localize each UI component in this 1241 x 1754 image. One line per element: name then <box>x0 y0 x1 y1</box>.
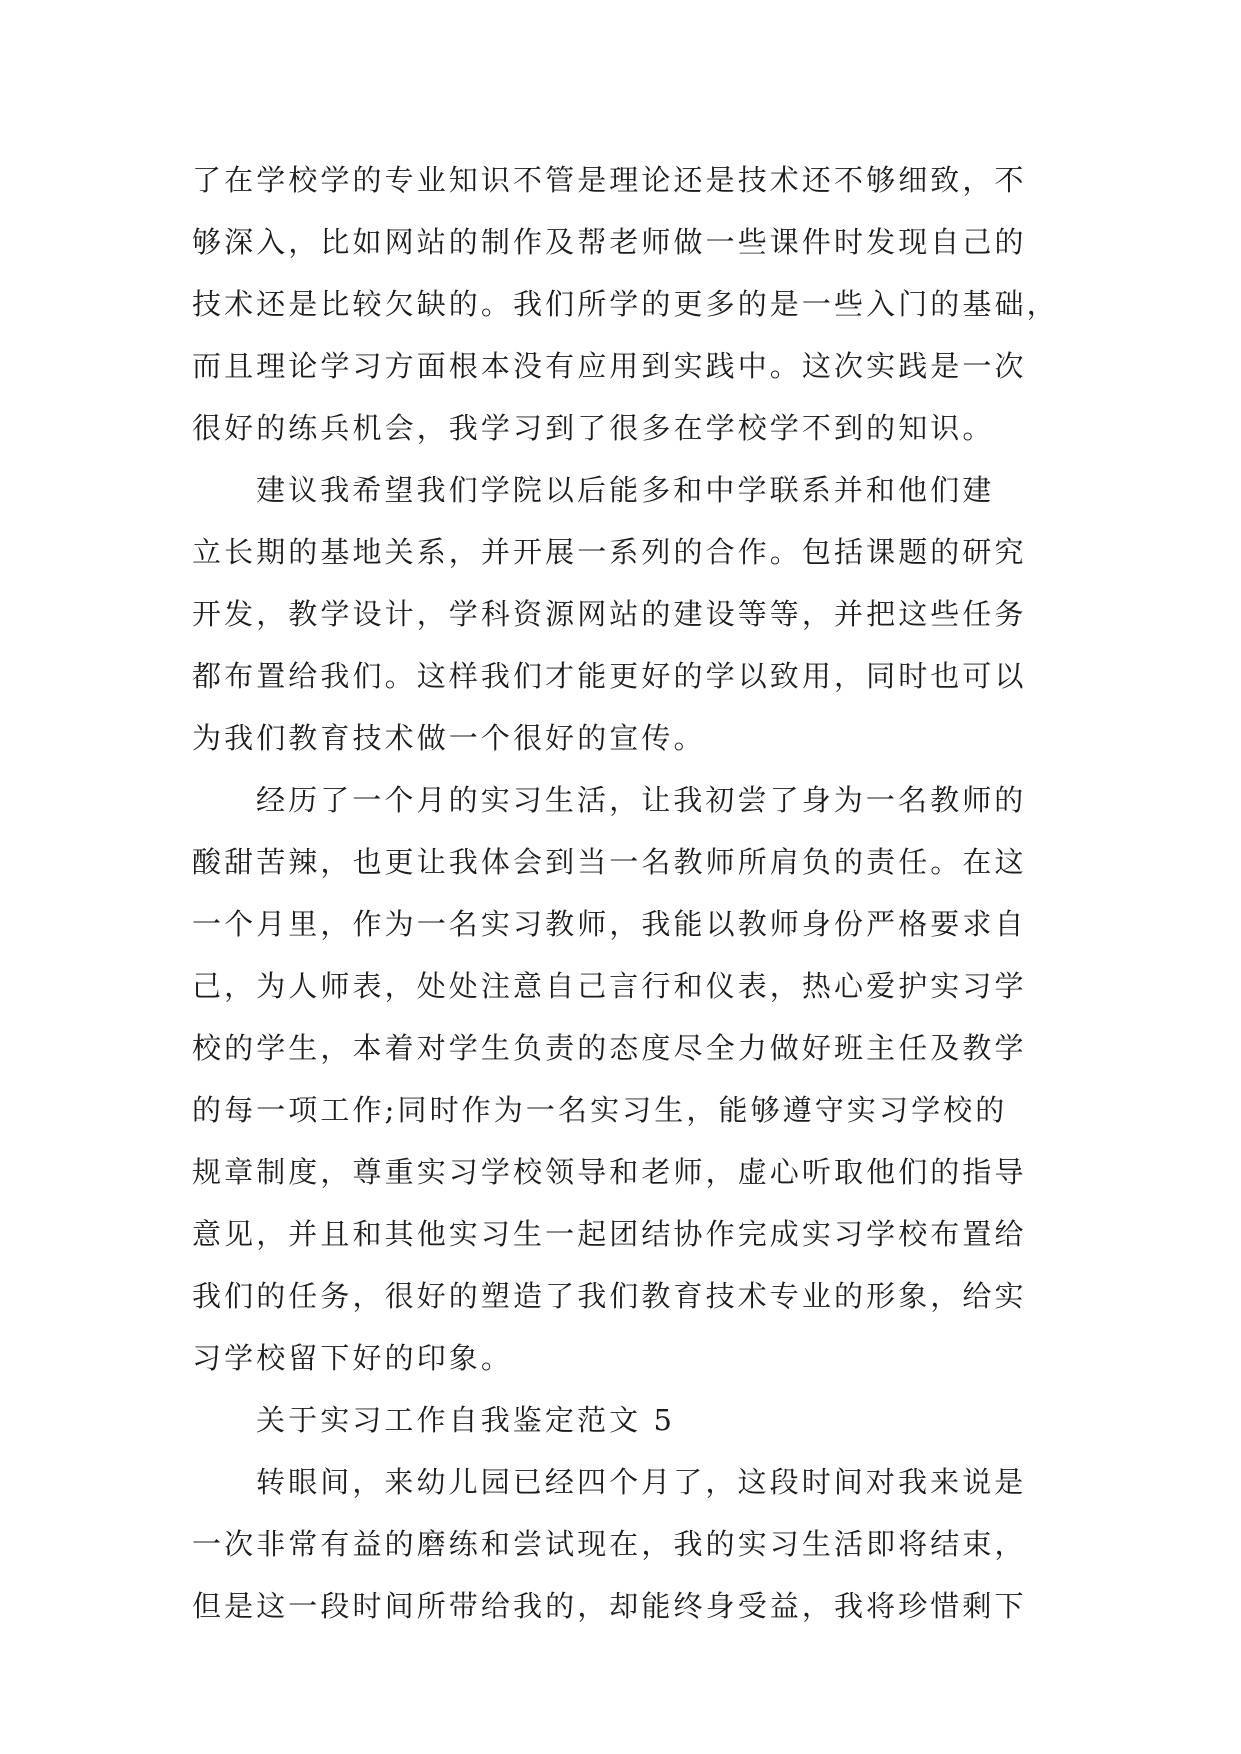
text-line: 校的学生，本着对学生负责的态度尽全力做好班主任及教学 <box>192 1031 1027 1065</box>
section-heading: 关于实习工作自我鉴定范文 5 <box>256 1403 676 1437</box>
paragraph-first-line: 经历了一个月的实习生活，让我初尝了身为一名教师的 <box>256 783 1027 817</box>
text-line: 了在学校学的专业知识不管是理论还是技术还不够细致，不 <box>192 163 1027 197</box>
text-line: 但是这一段时间所带给我的，却能终身受益，我将珍惜剩下 <box>192 1589 1027 1623</box>
text-line: 酸甜苦辣，也更让我体会到当一名教师所肩负的责任。在这 <box>192 845 1027 879</box>
text-line: 规章制度，尊重实习学校领导和老师，虚心听取他们的指导 <box>192 1155 1027 1189</box>
text-line: 而且理论学习方面根本没有应用到实践中。这次实践是一次 <box>192 349 1027 383</box>
text-line: 一个月里，作为一名实习教师，我能以教师身份严格要求自 <box>192 907 1027 941</box>
text-line: 技术还是比较欠缺的。我们所学的更多的是一些入门的基础， <box>192 287 1059 321</box>
text-line: 为我们教育技术做一个很好的宣传。 <box>192 721 706 755</box>
text-line: 立长期的基地关系，并开展一系列的合作。包括课题的研究 <box>192 535 1027 569</box>
paragraph-first-line: 建议我希望我们学院以后能多和中学联系并和他们建 <box>256 473 995 507</box>
text-line: 很好的练兵机会，我学习到了很多在学校学不到的知识。 <box>192 411 995 445</box>
text-line: 的每一项工作;同时作为一名实习生，能够遵守实习学校的 <box>192 1093 1008 1127</box>
text-line: 己，为人师表，处处注意自己言行和仪表，热心爱护实习学 <box>192 969 1027 1003</box>
text-line: 都布置给我们。这样我们才能更好的学以致用，同时也可以 <box>192 659 1027 693</box>
paragraph-first-line: 转眼间，来幼儿园已经四个月了，这段时间对我来说是 <box>256 1465 1027 1499</box>
text-line: 一次非常有益的磨练和尝试现在，我的实习生活即将结束， <box>192 1527 1027 1561</box>
text-line: 习学校留下好的印象。 <box>192 1341 514 1375</box>
text-line: 我们的任务，很好的塑造了我们教育技术专业的形象，给实 <box>192 1279 1027 1313</box>
text-line: 开发，教学设计，学科资源网站的建设等等，并把这些任务 <box>192 597 1027 631</box>
text-line: 够深入，比如网站的制作及帮老师做一些课件时发现自己的 <box>192 225 1027 259</box>
text-line: 意见，并且和其他实习生一起团结协作完成实习学校布置给 <box>192 1217 1027 1251</box>
